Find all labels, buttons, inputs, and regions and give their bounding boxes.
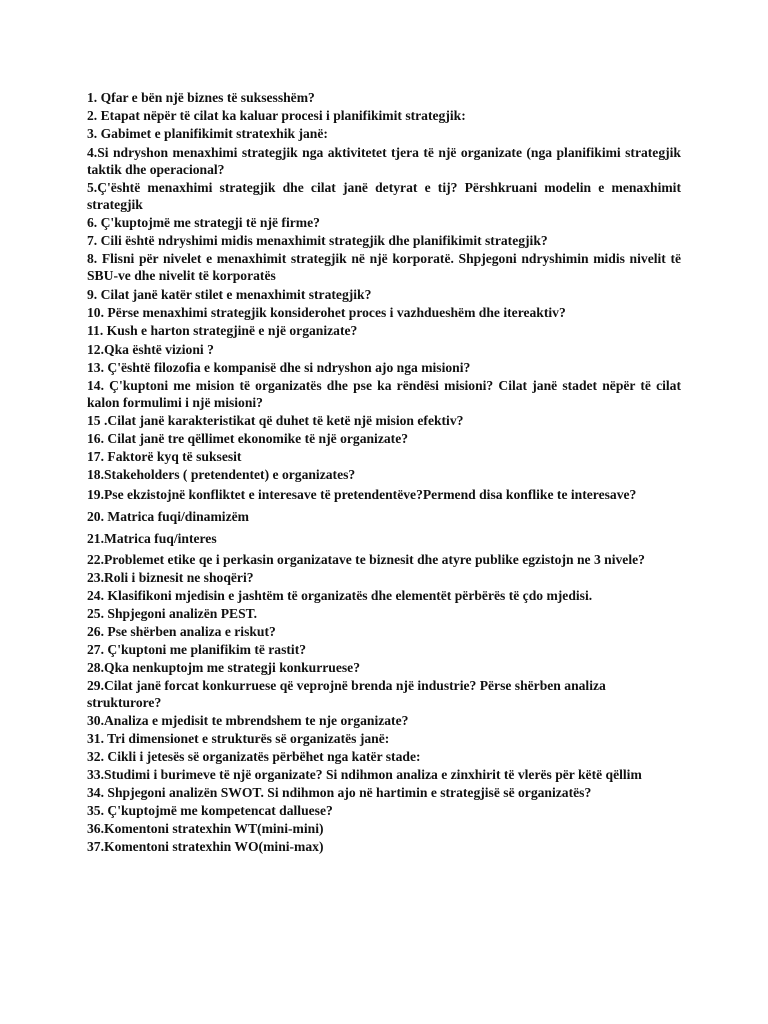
question-item: 8. Flisni për nivelet e menaxhimit strategjik në një korporatë. Shpjegoni ndryshimin midis nivelit të SBU-ve dhe nivelit të korporatës — [87, 251, 681, 283]
question-item: 20. Matrica fuqi/dinamizëm — [87, 509, 249, 524]
question-item: 14. Ç'kuptoni me mision të organizatës dhe pse ka rëndësi misioni? Cilat janë stadet nëpër të cilat kalon formulimi i një misioni? — [87, 378, 681, 410]
question-item: 28.Qka nenkuptojm me strategji konkurruese? — [87, 660, 361, 675]
question-item: 15 .Cilat janë karakteristikat që duhet të ketë një mision efektiv? — [87, 413, 464, 428]
question-item: 33.Studimi i burimeve të një organizate? Si ndihmon analiza e zinxhirit të vlerës për këtë qëllim — [87, 767, 642, 782]
question-item: 22.Problemet etike qe i perkasin organizatave te biznesit dhe atyre publike egzistojn ne 3 nivele? — [87, 552, 645, 567]
question-list — [87, 89, 681, 856]
question-item: 2. Etapat nëpër të cilat ka kaluar procesi i planifikimit strategjik: — [87, 108, 466, 123]
question-item: 31. Tri dimensionet e strukturës së organizatës janë: — [87, 731, 390, 746]
question-item: 30.Analiza e mjedisit te mbrendshem te nje organizate? — [87, 713, 409, 728]
question-item: 35. Ç'kuptojmë me kompetencat dalluese? — [87, 803, 333, 818]
question-item: 7. Cili është ndryshimi midis menaxhimit strategjik dhe planifikimit strategjik? — [87, 233, 548, 248]
question-item: 6. Ç'kuptojmë me strategji të një firme? — [87, 215, 320, 230]
question-item: 32. Cikli i jetesës së organizatës përbëhet nga katër stade: — [87, 749, 421, 764]
question-item: 34. Shpjegoni analizën SWOT. Si ndihmon ajo në hartimin e strategjisë së organizatës? — [87, 785, 592, 800]
question-item: 4.Si ndryshon menaxhimi strategjik nga aktivitetet tjera të një organizate (nga planifikimi strategjik taktik dhe operacional? — [87, 145, 681, 177]
question-item: 17. Faktorë kyq të suksesit — [87, 449, 242, 464]
question-item: 12.Qka është vizioni ? — [87, 342, 214, 357]
question-item: 13. Ç'është filozofia e kompanisë dhe si ndryshon ajo nga misioni? — [87, 360, 471, 375]
question-item: 3. Gabimet e planifikimit stratexhik janë: — [87, 126, 328, 141]
question-item: 23.Roli i biznesit ne shoqëri? — [87, 570, 254, 585]
question-item: 16. Cilat janë tre qëllimet ekonomike të një organizate? — [87, 431, 409, 446]
question-item: 9. Cilat janë katër stilet e menaxhimit strategjik? — [87, 287, 372, 302]
question-item: 11. Kush e harton strategjinë e një organizate? — [87, 323, 358, 338]
question-item: 18.Stakeholders ( pretendentet) e organizates? — [87, 467, 356, 482]
question-item: 5.Ç'është menaxhimi strategjik dhe cilat janë detyrat e tij? Përshkruani modelin e menaxhimit strategjik — [87, 180, 681, 212]
question-item: 29.Cilat janë forcat konkurruese që veprojnë brenda një industrie? Përse shërben analiza strukturore? — [87, 678, 606, 710]
question-item: 10. Përse menaxhimi strategjik konsiderohet proces i vazhdueshëm dhe itereaktiv? — [87, 305, 566, 320]
question-item: 36.Komentoni stratexhin WT(mini-mini) — [87, 821, 324, 836]
question-item: 25. Shpjegoni analizën PEST. — [87, 606, 258, 621]
question-item: 24. Klasifikoni mjedisin e jashtëm të organizatës dhe elementët përbërës të çdo mjedisi. — [87, 588, 593, 603]
question-item: 1. Qfar e bën një biznes të suksesshëm? — [87, 90, 315, 105]
question-item: 27. Ç'kuptoni me planifikim të rastit? — [87, 642, 307, 657]
question-item: 26. Pse shërben analiza e riskut? — [87, 624, 276, 639]
question-item: 37.Komentoni stratexhin WO(mini-max) — [87, 839, 324, 854]
question-item: 21.Matrica fuq/interes — [87, 531, 217, 546]
question-item: 19.Pse ekzistojnë konfliktet e interesave të pretendentëve?Permend disa konflike te interesave? — [87, 487, 637, 502]
